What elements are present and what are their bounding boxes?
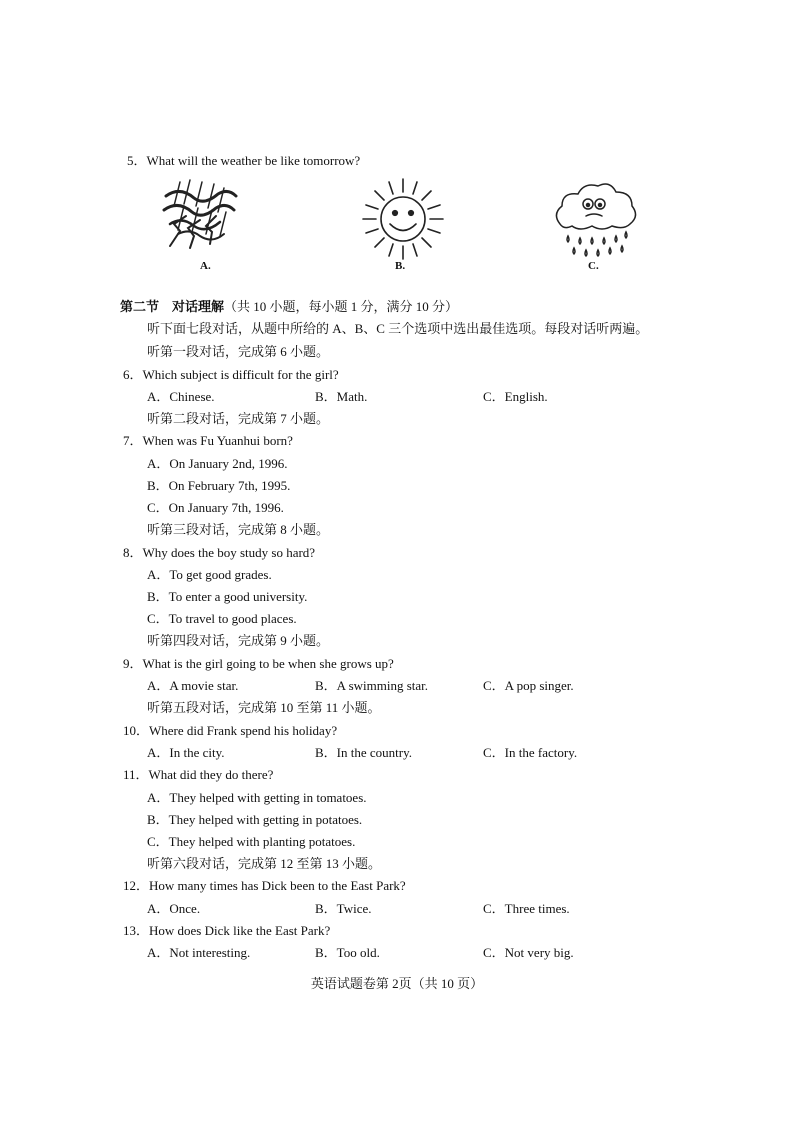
q13-option-b: B．Too old. xyxy=(315,945,380,960)
q10-option-a: A．In the city. xyxy=(147,745,225,760)
q10-option-c: C．In the factory. xyxy=(483,745,578,760)
question-8: 8．Why does the boy study so hard? xyxy=(123,545,316,560)
q12-option-c: C．Three times. xyxy=(483,901,570,916)
storm-icon xyxy=(160,176,240,252)
section-title: 第二节 对话理解 xyxy=(120,300,225,315)
q12-option-a: A．Once. xyxy=(147,901,201,916)
q11-option-c: C．They helped with planting potatoes. xyxy=(147,834,356,849)
option-c-label: C. xyxy=(588,260,599,272)
q12-option-b: B．Twice. xyxy=(315,901,372,916)
q11-option-a: A．They helped with getting in tomatoes. xyxy=(147,790,367,805)
q6-option-c: C．English. xyxy=(483,389,548,404)
q13-option-a: A．Not interesting. xyxy=(147,945,251,960)
dialog-1-instruction: 听第一段对话，完成第 6 小题。 xyxy=(147,344,330,359)
question-11: 11．What did they do there? xyxy=(123,767,274,782)
question-12: 12．How many times has Dick been to the East Park? xyxy=(123,878,406,893)
dialog-4-instruction: 听第四段对话，完成第 9 小题。 xyxy=(147,633,330,648)
question-5: 5．What will the weather be like tomorrow? xyxy=(127,153,361,168)
q7-option-c: C．On January 7th, 1996. xyxy=(147,500,284,515)
q8-option-c: C．To travel to good places. xyxy=(147,611,297,626)
dialog-2-instruction: 听第二段对话，完成第 7 小题。 xyxy=(147,411,330,426)
option-b-label: B. xyxy=(395,260,406,272)
q9-option-c: C．A pop singer. xyxy=(483,678,574,693)
q7-option-a: A．On January 2nd, 1996. xyxy=(147,456,288,471)
dialog-3-instruction: 听第三段对话，完成第 8 小题。 xyxy=(147,522,330,537)
page-footer: 英语试题卷第 2页（共 10 页） xyxy=(310,976,484,991)
q8-option-a: A．To get good grades. xyxy=(147,567,272,582)
section-heading xyxy=(120,299,458,316)
section-instruction: 听下面七段对话，从题中所给的 A、B、C 三个选项中选出最佳选项。每段对话听两遍。 xyxy=(147,321,649,336)
q7-option-b: B．On February 7th, 1995. xyxy=(147,478,291,493)
question-13: 13．How does Dick like the East Park? xyxy=(123,923,331,938)
q6-option-a: A．Chinese. xyxy=(147,389,215,404)
q10-option-b: B．In the country. xyxy=(315,745,412,760)
section-detail: （共 10 小题，每小题 1 分，满分 10 分） xyxy=(224,299,459,314)
rain-cloud-icon xyxy=(552,180,638,260)
q13-option-c: C．Not very big. xyxy=(483,945,574,960)
q11-option-b: B．They helped with getting in potatoes. xyxy=(147,812,363,827)
q6-option-b: B．Math. xyxy=(315,389,368,404)
q9-option-b: B．A swimming star. xyxy=(315,678,429,693)
q9-option-a: A．A movie star. xyxy=(147,678,239,693)
question-6: 6．Which subject is difficult for the girl? xyxy=(123,367,339,382)
question-9: 9．What is the girl going to be when she grows up? xyxy=(123,656,394,671)
dialog-6-instruction: 听第六段对话，完成第 12 至第 13 小题。 xyxy=(147,856,382,871)
dialog-5-instruction: 听第五段对话，完成第 10 至第 11 小题。 xyxy=(147,700,381,715)
question-7: 7．When was Fu Yuanhui born? xyxy=(123,433,293,448)
sun-icon xyxy=(360,177,446,261)
q8-option-b: B．To enter a good university. xyxy=(147,589,308,604)
question-10: 10．Where did Frank spend his holiday? xyxy=(123,723,338,738)
option-a-label: A. xyxy=(200,260,211,272)
